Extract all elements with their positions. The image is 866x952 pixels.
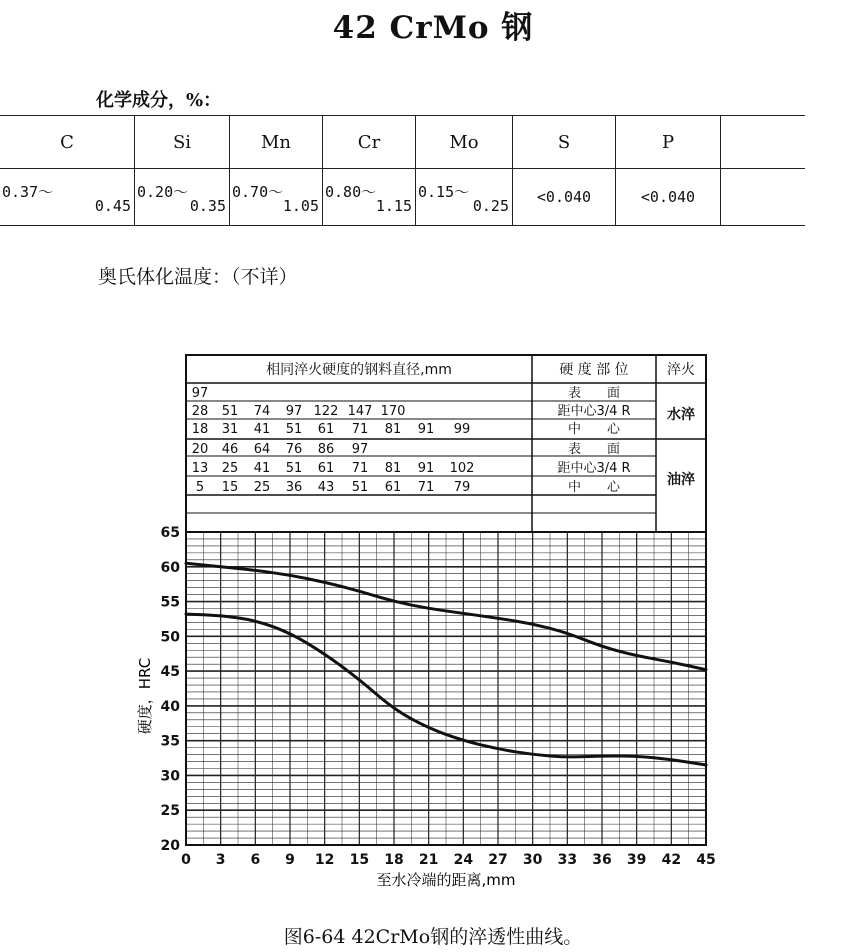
x-tick-label: 30 [522, 852, 543, 868]
mn-range [230, 169, 323, 226]
element-p: P [616, 116, 721, 169]
diameter-value: 86 [317, 442, 335, 457]
empty-cell [721, 116, 806, 169]
quench-method: 油淬 [667, 472, 695, 488]
cr-range [323, 169, 416, 226]
diameter-header: 相同淬火硬度的钢料直径,mm [266, 362, 452, 378]
figure-caption: 图6-64 42CrMo钢的淬透性曲线。 [283, 926, 583, 948]
diameter-value: 64 [253, 442, 271, 457]
composition-header-row [0, 116, 805, 169]
diameter-value: 99 [453, 422, 471, 437]
diameter-value: 41 [253, 422, 271, 437]
diameter-value: 51 [285, 461, 303, 476]
x-tick-label: 15 [349, 852, 370, 868]
y-axis-label: 硬度，HRC [136, 657, 154, 735]
hardness-position: 距中心3/4 R [557, 461, 631, 476]
diameter-value: 5 [195, 480, 205, 495]
si-low: 0.20～ [137, 183, 189, 201]
x-axis-label: 至水冷端的距离,mm [376, 871, 516, 889]
chart-grid [186, 532, 706, 845]
diameter-value: 41 [253, 461, 271, 476]
y-tick-label: 25 [160, 803, 180, 820]
y-tick-label: 30 [160, 768, 180, 785]
diameter-table-headers [266, 361, 695, 378]
diameter-value: 71 [351, 461, 369, 476]
c-range [0, 169, 135, 226]
element-mn: Mn [230, 116, 323, 169]
si-high: 0.35 [189, 197, 226, 215]
cr-high: 1.15 [375, 197, 412, 215]
empty-cell [721, 169, 806, 226]
diameter-value: 97 [351, 442, 369, 457]
y-tick-label: 55 [160, 594, 180, 611]
mn-high: 1.05 [282, 197, 319, 215]
diameter-value: 15 [221, 480, 239, 495]
p-value: <0.040 [616, 169, 721, 226]
diameter-value: 25 [253, 480, 271, 495]
diameter-value: 71 [351, 422, 369, 437]
x-tick-label: 45 [696, 852, 716, 868]
mn-low: 0.70～ [232, 183, 284, 201]
x-tick-label: 24 [453, 852, 474, 868]
page-title: 42 CrMo 钢 [332, 10, 534, 46]
x-tick-label: 39 [626, 852, 647, 868]
x-axis-ticks [181, 852, 716, 868]
y-tick-label: 60 [160, 559, 180, 576]
diameter-value: 51 [285, 422, 303, 437]
element-s: S [513, 116, 616, 169]
position-header: 硬 度 部 位 [559, 362, 629, 378]
diameter-value: 76 [285, 442, 303, 457]
diameter-value: 36 [285, 480, 303, 495]
diameter-value: 18 [191, 422, 209, 437]
x-tick-label: 18 [384, 852, 404, 868]
composition-table [0, 115, 805, 226]
x-tick-label: 3 [215, 852, 226, 868]
element-mo: Mo [416, 116, 513, 169]
y-axis-ticks [161, 525, 181, 854]
diameter-value: 91 [417, 461, 435, 476]
chemical-composition-label: 化学成分，%： [96, 90, 222, 111]
diameter-value: 97 [191, 386, 209, 401]
x-tick-label: 0 [181, 852, 191, 868]
diameter-value: 91 [417, 422, 435, 437]
x-tick-label: 33 [557, 852, 578, 868]
x-tick-label: 9 [285, 852, 295, 868]
diameter-value: 13 [191, 461, 209, 476]
diameter-value: 81 [384, 422, 402, 437]
hardness-position: 中 心 [567, 480, 621, 495]
si-range [135, 169, 230, 226]
diameter-value: 31 [221, 422, 239, 437]
hardness-position: 中 心 [567, 422, 621, 437]
diameter-value: 51 [221, 404, 239, 419]
x-tick-label: 27 [488, 852, 508, 868]
x-tick-label: 42 [661, 852, 682, 868]
diameter-value: 81 [384, 461, 402, 476]
diameter-value: 97 [285, 404, 303, 419]
y-tick-label: 35 [160, 733, 180, 750]
austenitizing-temperature: 奥氏体化温度：（不详） [98, 266, 298, 288]
diameter-value: 79 [453, 480, 471, 495]
diameter-value: 61 [317, 422, 335, 437]
y-tick-label: 50 [160, 629, 180, 646]
y-tick-label: 40 [160, 698, 180, 715]
diameter-value: 147 [347, 404, 373, 419]
x-tick-label: 12 [314, 852, 335, 868]
mo-range [416, 169, 513, 226]
diameter-value: 20 [191, 442, 209, 457]
element-cr: Cr [323, 116, 416, 169]
diameter-value: 28 [191, 404, 209, 419]
diameter-value: 61 [317, 461, 335, 476]
c-low: 0.37～ [2, 183, 54, 201]
mo-low: 0.15～ [418, 183, 470, 201]
hardness-position: 距中心3/4 R [557, 404, 631, 419]
hardenability-chart [0, 340, 866, 920]
y-tick-label: 65 [160, 525, 180, 541]
cr-low: 0.80～ [325, 183, 377, 201]
diameter-value: 122 [313, 404, 339, 419]
diameter-value: 25 [221, 461, 239, 476]
x-tick-label: 6 [250, 852, 261, 868]
diameter-value: 61 [384, 480, 402, 495]
diameter-value: 74 [253, 404, 271, 419]
c-high: 0.45 [94, 197, 131, 215]
quench-method: 水淬 [667, 407, 695, 423]
composition-value-row [0, 169, 805, 226]
diameter-value: 170 [380, 404, 406, 419]
diameter-value: 43 [317, 480, 335, 495]
element-si: Si [135, 116, 230, 169]
mo-high: 0.25 [472, 197, 509, 215]
y-tick-label: 45 [160, 664, 180, 681]
diameter-value: 46 [221, 442, 239, 457]
x-tick-label: 21 [418, 852, 439, 868]
hardness-position: 表 面 [567, 386, 621, 401]
element-c: C [0, 116, 135, 169]
quench-header: 淬火 [667, 362, 695, 378]
y-tick-label: 20 [160, 838, 180, 854]
diameter-rows [192, 386, 695, 495]
x-tick-label: 36 [592, 852, 612, 868]
diameter-value: 71 [417, 480, 435, 495]
diameter-value: 102 [449, 461, 475, 476]
s-value: <0.040 [513, 169, 616, 226]
diameter-value: 51 [351, 480, 369, 495]
hardness-position: 表 面 [567, 442, 621, 457]
